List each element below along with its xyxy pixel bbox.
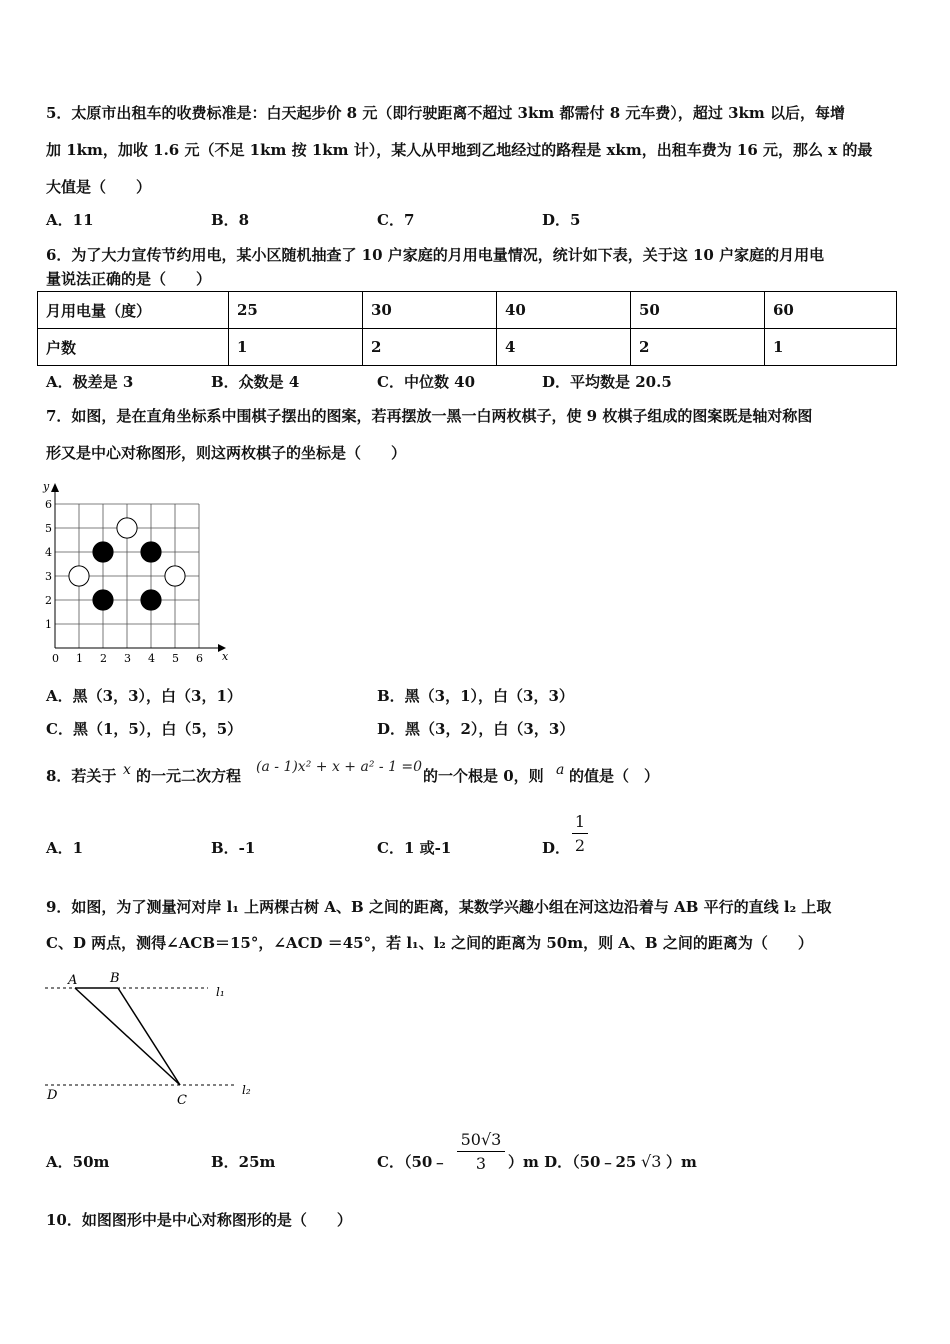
q9-option-d-suffix: ）m — [666, 1153, 697, 1171]
black-stone — [141, 590, 161, 610]
q5-option-a: A．11 — [46, 211, 94, 229]
fraction-numerator: 50√3 — [460, 1130, 502, 1149]
q8-option-d: D． — [542, 839, 571, 857]
q7-option-b: B．黑（3，1），白（3，3） — [377, 687, 574, 705]
q6-option-a: A．极差是 3 — [46, 373, 134, 391]
x-tick-label: 0 — [52, 652, 59, 665]
table-cell: 60 — [765, 292, 897, 329]
x-axis-label: x — [222, 650, 229, 663]
q5-option-d: D．5 — [542, 211, 581, 229]
q9-line2: C、D 两点，测得∠ACB＝15°，∠ACD ＝45°，若 l₁、l₂ 之间的距离为 50m，则 A、B 之间的距离为（ ） — [46, 934, 813, 952]
q9-option-c-prefix: C．（50﹣ — [377, 1153, 448, 1171]
x-tick-label: 3 — [124, 652, 131, 665]
q8-var-a: a — [556, 762, 565, 778]
q8-option-b: B．-1 — [211, 839, 256, 857]
q7-go-board-figure — [40, 478, 230, 668]
q9-line1: 9．如图，为了测量河对岸 l₁ 上两棵古树 A、B 之间的距离，某数学兴趣小组在河这边沿着与 AB 平行的直线 l₂ 上取 — [46, 898, 832, 916]
table-cell: 1 — [765, 329, 897, 366]
q8-end: 的值是（ ） — [569, 767, 660, 785]
table-cell: 30 — [363, 292, 497, 329]
q6-line2: 量说法正确的是（ ） — [46, 270, 212, 288]
y-tick-label: 4 — [45, 546, 52, 559]
q9-option-a: A．50m — [46, 1153, 110, 1171]
q5-line2: 加 1km，加收 1.6 元（不足 1km 按 1km 计），某人从甲地到乙地经过的路程是 xkm，出租车费为 16 元，那么 x 的最 — [46, 141, 873, 159]
y-tick-label: 6 — [45, 498, 52, 511]
q7-line2: 形又是中心对称图形，则这两枚棋子的坐标是（ ） — [46, 444, 407, 462]
table-cell: 2 — [363, 329, 497, 366]
q6-line1: 6．为了大力宣传节约用电，某小区随机抽查了 10 户家庭的月用电量情况，统计如下表，关于这 10 户家庭的月用电 — [46, 246, 825, 264]
q9-option-c-fraction — [457, 1130, 505, 1173]
q9-option-c-suffix: ）m D．（50﹣25 — [508, 1153, 637, 1171]
q6-usage-table — [37, 291, 897, 366]
y-tick-label: 5 — [45, 522, 52, 535]
x-tick-label: 5 — [172, 652, 179, 665]
fraction-bar — [457, 1151, 505, 1152]
table-cell: 1 — [229, 329, 363, 366]
x-tick-label: 1 — [76, 652, 83, 665]
table-cell: 户数 — [38, 329, 229, 366]
q6-option-d: D．平均数是 20.5 — [542, 373, 672, 391]
black-stone — [93, 590, 113, 610]
y-tick-label: 1 — [45, 618, 52, 631]
x-tick-label: 4 — [148, 652, 155, 665]
q8-equation: (a - 1)x² + x + a² - 1 =0 — [256, 759, 423, 775]
y-axis-label: y — [43, 480, 50, 493]
table-row — [38, 329, 897, 366]
point-a-label: A — [68, 973, 78, 988]
y-axis-arrow-icon — [51, 483, 59, 492]
x-tick-label: 6 — [196, 652, 203, 665]
white-stone — [69, 566, 89, 586]
q9-option-b: B．25m — [211, 1153, 276, 1171]
fraction-denominator: 2 — [574, 836, 586, 855]
q7-option-a: A．黑（3，3），白（3，1） — [46, 687, 242, 705]
point-d-label: D — [47, 1088, 58, 1103]
q5-option-b: B．8 — [211, 211, 250, 229]
table-cell: 50 — [631, 292, 765, 329]
q8-var-x: x — [123, 762, 131, 778]
table-cell: 4 — [497, 329, 631, 366]
q10-line1: 10．如图图形中是中心对称图形的是（ ） — [46, 1211, 352, 1229]
fraction-numerator: 1 — [574, 812, 586, 831]
q6-option-b: B．众数是 4 — [211, 373, 300, 391]
point-c-label: C — [177, 1093, 187, 1108]
q8-option-c: C．1 或-1 — [377, 839, 452, 857]
q8-option-d-fraction — [572, 812, 588, 855]
q9-river-figure — [40, 968, 270, 1113]
y-tick-label: 2 — [45, 594, 52, 607]
fraction-bar — [572, 833, 588, 834]
table-row — [38, 292, 897, 329]
white-stone — [117, 518, 137, 538]
table-cell: 40 — [497, 292, 631, 329]
q8-mid: 的一元二次方程 — [136, 767, 242, 785]
q6-option-c: C．中位数 40 — [377, 373, 476, 391]
q7-line1: 7．如图，是在直角坐标系中围棋子摆出的图案，若再摆放一黑一白两枚棋子，使 9 枚棋子组成的图案既是轴对称图 — [46, 407, 813, 425]
q8-option-a: A．1 — [46, 839, 84, 857]
black-stone — [141, 542, 161, 562]
black-stone — [93, 542, 113, 562]
table-cell: 月用电量（度） — [38, 292, 229, 329]
q5-option-c: C．7 — [377, 211, 415, 229]
q9-option-d-root: √3 — [641, 1152, 662, 1171]
q7-option-c: C．黑（1，5），白（5，5） — [46, 720, 243, 738]
q7-option-d: D．黑（3，2），白（3，3） — [377, 720, 575, 738]
table-cell: 2 — [631, 329, 765, 366]
q5-line3: 大值是（ ） — [46, 178, 152, 196]
x-tick-label: 2 — [100, 652, 107, 665]
q8-suffix: 的一个根是 0，则 — [423, 767, 544, 785]
y-tick-label: 3 — [45, 570, 52, 583]
fraction-denominator: 3 — [475, 1154, 487, 1173]
table-cell: 25 — [229, 292, 363, 329]
q5-line1: 5．太原市出租车的收费标准是：白天起步价 8 元（即行驶距离不超过 3km 都需付 8 元车费），超过 3km 以后，每增 — [46, 104, 845, 122]
white-stone — [165, 566, 185, 586]
line-l2-label: l₂ — [242, 1083, 251, 1097]
line-l1-label: l₁ — [216, 985, 225, 999]
point-b-label: B — [110, 971, 120, 986]
q8-prefix: 8．若关于 — [46, 767, 117, 785]
